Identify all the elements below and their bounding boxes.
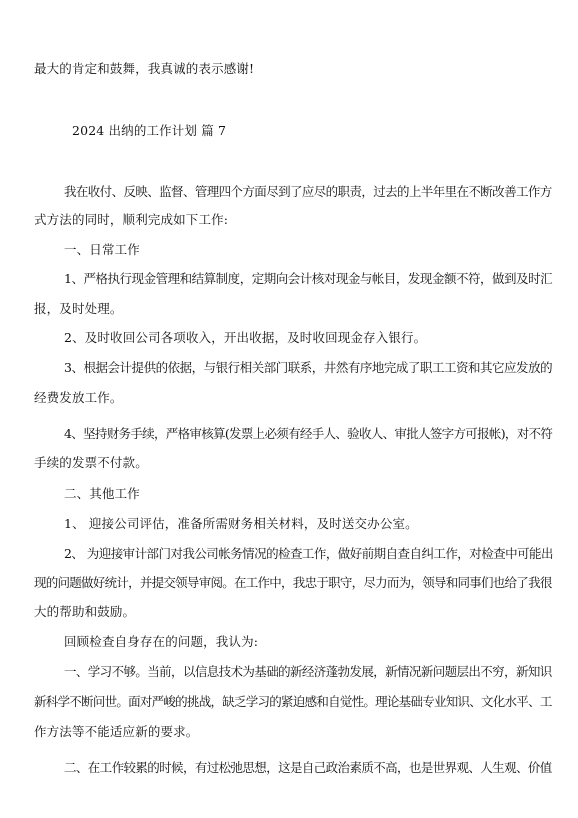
section-title: 2024 出纳的工作计划 篇 7	[72, 123, 227, 138]
paragraph-line: 现的问题做好统计，并提交领导审阅。在工作中，我忠于职守，尽力而为，领导和同事们也给了我很	[34, 575, 552, 590]
paragraph-line: 新科学不断问世。面对严峻的挑战，缺乏学习的紧迫感和自觉性。理论基础专业知识、文化水平、工	[34, 694, 552, 709]
paragraph-line: 大的帮助和鼓励。	[34, 604, 136, 619]
paragraph-line: 1、 迎接公司评估，准备所需财务相关材料，及时送交办公室。	[64, 516, 418, 531]
paragraph-line: 回顾检查自身存在的问题，我认为:	[64, 634, 259, 649]
paragraph-line: 经费发放工作。	[34, 390, 123, 405]
subsection-heading: 一、日常工作	[64, 242, 140, 257]
paragraph-line: 作方法等不能适应新的要求。	[34, 724, 199, 739]
paragraph-line: 1、严格执行现金管理和结算制度，定期向会计核对现金与帐目，发现金额不符，做到及时汇	[64, 271, 553, 286]
paragraph-line: 报，及时处理。	[34, 301, 123, 316]
paragraph-line: 式方法的同时，顺利完成如下工作:	[34, 212, 229, 227]
paragraph-line: 我在收付、反映、监督、管理四个方面尽到了应尽的职责，过去的上半年里在不断改善工作方	[64, 184, 552, 199]
paragraph-line: 手续的发票不付款。	[34, 455, 148, 470]
paragraph-line: 二、在工作较累的时候，有过松弛思想，这是自己政治素质不高，也是世界观、人生观、价值	[64, 760, 552, 775]
paragraph-line: 2、及时收回公司各项收入，开出收据，及时收回现金存入银行。	[64, 330, 427, 345]
paragraph-line: 一、学习不够。当前，以信息技术为基础的新经济蓬勃发展，新情况新问题层出不穷，新知识	[64, 664, 552, 679]
subsection-heading: 二、其他工作	[64, 486, 140, 501]
paragraph-line: 4、坚持财务手续，严格审核算(发票上必须有经手人、验收人、审批人签字方可报帐)，对不符	[64, 426, 553, 441]
paragraph-line: 最大的肯定和鼓舞，我真诚的表示感谢!	[34, 61, 255, 76]
paragraph-line: 2、 为迎接审计部门对我公司帐务情况的检查工作，做好前期自查自纠工作，对检查中可能出	[64, 546, 553, 561]
paragraph-line: 3、根据会计提供的依据，与银行相关部门联系，井然有序地完成了职工工资和其它应发放的	[64, 360, 553, 375]
